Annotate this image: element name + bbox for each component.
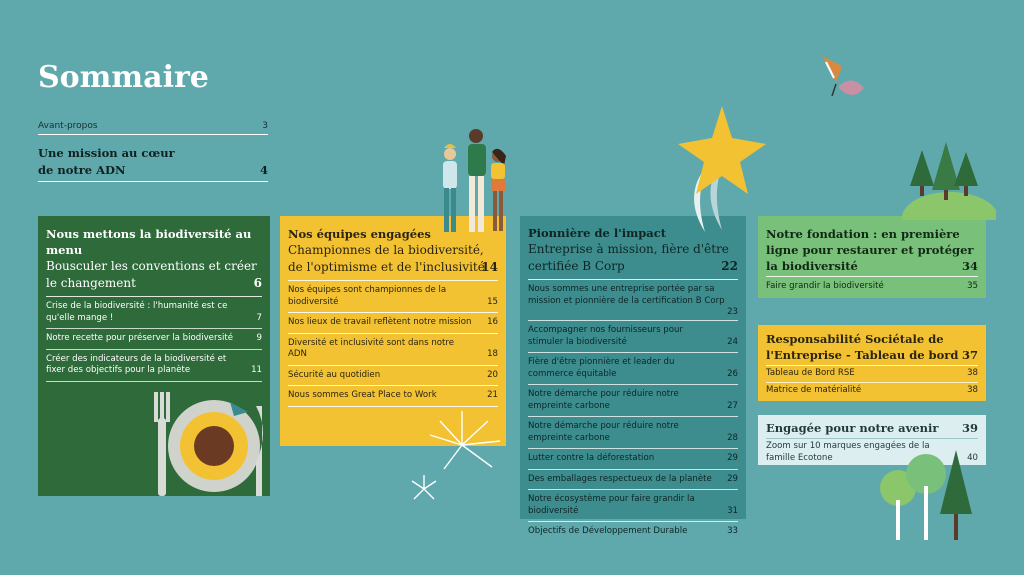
toc-entry[interactable]: Diversité et inclusivité sont dans notre ADN 18 [288, 334, 498, 366]
section-heading[interactable]: Notre fondation : en première ligne pour restaurer et protéger la biodiversité 34 [766, 226, 978, 277]
toc-entry[interactable]: Sécurité au quotidien 20 [288, 366, 498, 387]
toc-entry[interactable]: Matrice de matérialité 38 [766, 384, 978, 395]
section-page: 6 [253, 276, 262, 290]
toc-entry[interactable]: Nous sommes Great Place to Work 21 [288, 386, 498, 407]
section-fondation [758, 216, 986, 298]
section-subheading[interactable]: Bousculer les conventions et créer le changement 6 [46, 258, 262, 297]
toc-entry[interactable]: Des emballages respectueux de la planète 29 [528, 470, 738, 491]
star-icon [660, 102, 770, 237]
trees-illustration [878, 444, 978, 544]
entry-page: 4 [259, 163, 268, 177]
trees-illustration [900, 140, 996, 220]
page-title: Sommaire [38, 60, 209, 95]
firework-icon [400, 405, 510, 505]
toc-entry[interactable]: Lutter contre la déforestation 29 [528, 449, 738, 470]
toc-entry[interactable]: Zoom sur 10 marques engagées de la famille Ecotone 40 [766, 441, 978, 463]
section-heading[interactable]: Responsabilité Sociétale de l'Entreprise - Tableau de bord 37 [766, 331, 978, 366]
section-page: 39 [961, 421, 978, 435]
section-heading[interactable]: Pionnière de l'impact [528, 226, 667, 240]
toc-entry[interactable]: Objectifs de Développement Durable 33 [528, 526, 738, 536]
toc-entry[interactable]: Tableau de Bord RSE 38 [766, 366, 978, 383]
section-page: 34 [961, 259, 978, 273]
toc-entry[interactable]: Nos lieux de travail reflètent notre mission 16 [288, 313, 498, 334]
toc-entry[interactable]: Accompagner nos fournisseurs pour stimuler la biodiversité 24 [528, 321, 738, 353]
toc-entry[interactable]: Faire grandir la biodiversité 35 [766, 281, 978, 291]
section-page: 37 [961, 348, 978, 362]
section-rse [758, 325, 986, 401]
section-heading[interactable]: Engagée pour notre avenir 39 [766, 420, 978, 439]
section-page: 14 [481, 260, 498, 274]
entry-label-line2: de notre ADN [38, 163, 126, 177]
toc-entry[interactable]: Notre démarche pour réduire notre empreinte carbone 28 [528, 417, 738, 449]
section-heading[interactable]: Nous mettons la biodiversité au menu [46, 227, 252, 257]
toc-entry[interactable]: Notre démarche pour réduire notre empreinte carbone 27 [528, 385, 738, 417]
section-subheading[interactable]: Entreprise à mission, fière d'être certifiée B Corp 22 [528, 241, 738, 280]
section-impact [520, 216, 746, 536]
toc-entry-avant-propos[interactable] [38, 121, 268, 135]
toc-entry[interactable]: Notre écosystème pour faire grandir la biodiversité 31 [528, 490, 738, 522]
butterfly-icon [812, 52, 868, 106]
toc-entry-mission[interactable] [38, 145, 268, 182]
people-illustration [432, 126, 516, 238]
entry-page: 3 [262, 121, 268, 131]
section-heading[interactable]: Nos équipes engagées [288, 227, 431, 241]
toc-entry[interactable]: Nous sommes une entreprise portée par sa mission et pionnière de la certification B Corp 23 [528, 280, 738, 321]
plate-illustration [144, 392, 274, 498]
toc-entry[interactable]: Nos équipes sont championnes de la biodiversité 15 [288, 281, 498, 313]
entry-label-line1: Une mission au cœur [38, 146, 175, 160]
toc-entry[interactable]: Fière d'être pionnière et leader du commerce équitable 26 [528, 353, 738, 385]
toc-entry[interactable]: Crise de la biodiversité : l'humanité est ce qu'elle mange ! 7 [46, 297, 262, 329]
section-subheading[interactable]: Championnes de la biodiversité, de l'optimisme et de l'inclusivité 14 [288, 242, 498, 281]
toc-entry[interactable]: Notre recette pour préserver la biodiversité 9 [46, 329, 262, 350]
toc-entry[interactable]: Créer des indicateurs de la biodiversité et fixer des objectifs pour la planète 11 [46, 350, 262, 382]
section-page: 22 [721, 259, 738, 273]
entry-label: Avant-propos [38, 121, 98, 131]
